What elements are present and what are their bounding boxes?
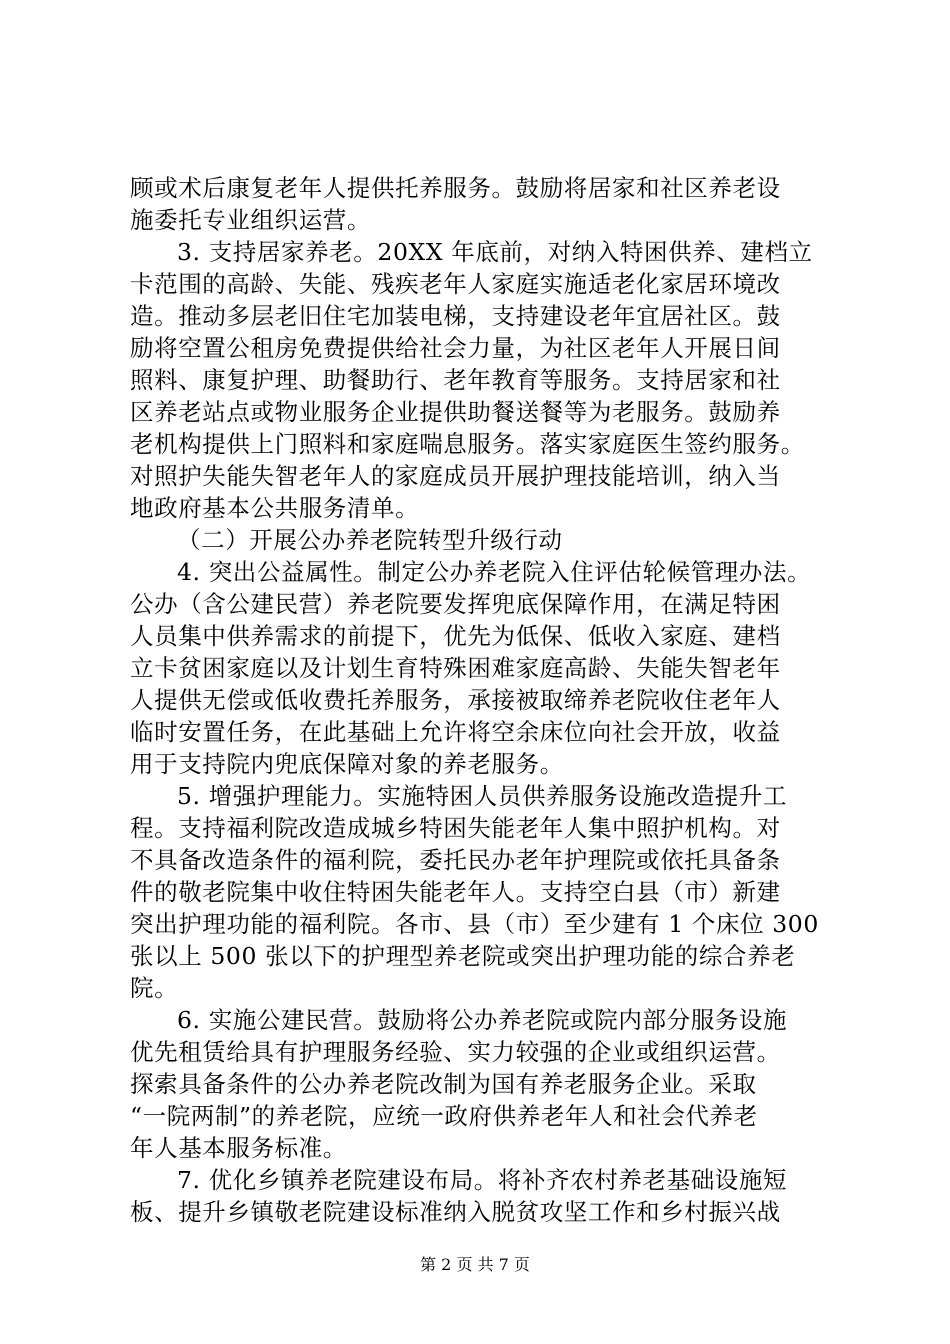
text-line: 顾或术后康复老年人提供托养服务。鼓励将居家和社区养老设 — [130, 174, 781, 202]
page-number-footer: 第 2 页 共 7 页 — [420, 1255, 530, 1274]
text-line: 公办（含公建民营）养老院要发挥兜底保障作用，在满足特困 — [130, 590, 781, 618]
text-line: 6. 实施公建民营。鼓励将公办养老院或院内部分服务设施 — [177, 1006, 788, 1034]
text-line: 板、提升乡镇敬老院建设标准纳入脱贫攻坚工作和乡村振兴战 — [130, 1198, 781, 1226]
text-line: 人员集中供养需求的前提下，优先为低保、低收入家庭、建档 — [130, 622, 781, 650]
text-line: 突出护理功能的福利院。各市、县（市）至少建有 1 个床位 300 — [130, 910, 819, 938]
text-line: 造。推动多层老旧住宅加装电梯，支持建设老年宜居社区。鼓 — [130, 302, 781, 330]
text-line: 探索具备条件的公办养老院改制为国有养老服务企业。采取 — [130, 1070, 757, 1098]
text-line: 7. 优化乡镇养老院建设布局。将补齐农村养老基础设施短 — [177, 1166, 788, 1194]
text-line: 对照护失能失智老年人的家庭成员开展护理技能培训，纳入当 — [130, 462, 781, 490]
text-line: 3. 支持居家养老。20XX 年底前，对纳入特困供养、建档立 — [177, 238, 813, 266]
text-line: 5. 增强护理能力。实施特困人员供养服务设施改造提升工 — [177, 782, 788, 810]
text-line: 地政府基本公共服务清单。 — [130, 494, 420, 522]
text-line: 区养老站点或物业服务企业提供助餐送餐等为老服务。鼓励养 — [130, 398, 781, 426]
text-line: 照料、康复护理、助餐助行、老年教育等服务。支持居家和社 — [130, 366, 781, 394]
text-line: “一院两制”的养老院，应统一政府供养老年人和社会代养老 — [130, 1102, 758, 1130]
text-line: 励将空置公租房免费提供给社会力量，为社区老年人开展日间 — [130, 334, 781, 362]
text-line: 老机构提供上门照料和家庭喘息服务。落实家庭医生签约服务。 — [130, 430, 805, 458]
text-line: 人提供无偿或低收费托养服务，承接被取缔养老院收住老年人 — [130, 686, 781, 714]
text-line: 不具备改造条件的福利院，委托民办老年护理院或依托具备条 — [130, 846, 781, 874]
text-line: 程。支持福利院改造成城乡特困失能老年人集中照护机构。对 — [130, 814, 781, 842]
text-line: 件的敬老院集中收住特困失能老年人。支持空白县（市）新建 — [130, 878, 781, 906]
text-line: 张以上 500 张以下的护理型养老院或突出护理功能的综合养老 — [130, 942, 796, 970]
section-heading: （二）开展公办养老院转型升级行动 — [177, 526, 563, 554]
text-line: 卡范围的高龄、失能、残疾老年人家庭实施适老化家居环境改 — [130, 270, 781, 298]
text-line: 立卡贫困家庭以及计划生育特殊困难家庭高龄、失能失智老年 — [130, 654, 781, 682]
text-line: 院。 — [130, 974, 179, 1002]
text-line: 年人基本服务标准。 — [130, 1134, 347, 1162]
text-line: 施委托专业组织运营。 — [130, 206, 371, 234]
text-line: 临时安置任务，在此基础上允许将空余床位向社会开放，收益 — [130, 718, 781, 746]
text-line: 优先租赁给具有护理服务经验、实力较强的企业或组织运营。 — [130, 1038, 781, 1066]
text-line: 4. 突出公益属性。制定公办养老院入住评估轮候管理办法。 — [177, 558, 812, 586]
text-line: 用于支持院内兜底保障对象的养老服务。 — [130, 750, 564, 778]
